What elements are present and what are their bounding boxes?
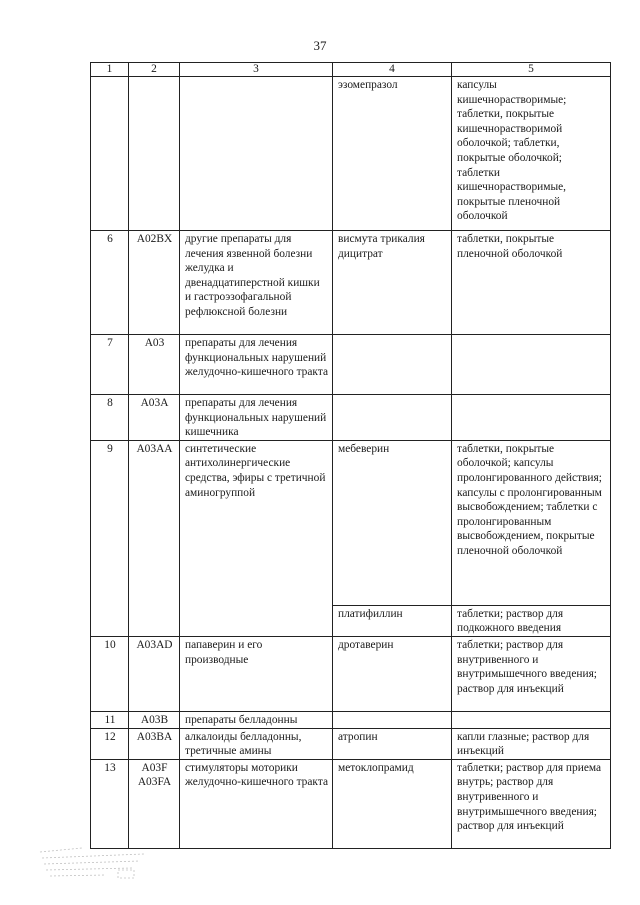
drug-table [90,62,611,849]
atc-code: A03AA [129,440,180,636]
dosage-form: таблетки; раствор для внутривенного и внутримышечного введения; раствор для инъекций [452,636,611,711]
table-row [91,335,611,395]
row-number: 6 [91,231,129,335]
atc-code: A03AD [129,636,180,711]
dosage-form: таблетки; раствор для приема внутрь; раствор для внутривенного и внутримышечного введения; раствор для инъекций [452,759,611,848]
drug-name: эзомепразол [333,77,452,231]
drug-name [333,335,452,395]
atc-code: A03A [129,395,180,441]
page-number: 37 [313,38,327,53]
row-number: 9 [91,440,129,636]
drug-name: метоклопрамид [333,759,452,848]
drug-name: висмута трикалия дицитрат [333,231,452,335]
atc-code: A03BA [129,728,180,759]
header-cell-1: 1 [91,63,129,77]
atc-code: A03 [129,335,180,395]
drug-name: мебеверин [333,440,452,605]
table-row [91,77,611,231]
table-row [91,759,611,848]
atc-code [129,759,180,848]
row-number: 11 [91,711,129,728]
dosage-form: таблетки, покрытые оболочкой; капсулы пролонгированного действия; капсулы с пролонгированным высвобождением; таблетки с пролонгированным высвобождением, покрытые пленочной оболочкой [452,440,611,605]
drug-name: платифиллин [333,605,452,636]
dosage-form: таблетки, покрытые пленочной оболочкой [452,231,611,335]
table-row [91,711,611,728]
dosage-form [452,335,611,395]
dosage-form: таблетки; раствор для подкожного введения [452,605,611,636]
atc-group: стимуляторы моторики желудочно-кишечного тракта [180,759,333,848]
table-row [91,728,611,759]
row-number: 7 [91,335,129,395]
drug-name: дротаверин [333,636,452,711]
atc-group: папаверин и его производные [180,636,333,711]
header-cell-5: 5 [452,63,611,77]
faded-stamp [36,842,148,882]
drug-name [333,395,452,441]
drug-name: атропин [333,728,452,759]
table-row [91,636,611,711]
table-row [91,440,611,605]
atc-code-secondary: A03FA [137,776,172,789]
row-number: 13 [91,759,129,848]
atc-group: препараты белладонны [180,711,333,728]
drug-name [333,711,452,728]
dosage-form [452,711,611,728]
atc-group: алкалоиды белладонны, третичные амины [180,728,333,759]
dosage-form [452,395,611,441]
row-number [91,77,129,231]
atc-code [129,77,180,231]
atc-group: препараты для лечения функциональных нарушений кишечника [180,395,333,441]
atc-group: препараты для лечения функциональных нарушений желудочно-кишечного тракта [180,335,333,395]
row-number: 12 [91,728,129,759]
atc-code: A03B [129,711,180,728]
atc-group: синтетические антихолинергические средства, эфиры с третичной аминогруппой [180,440,333,636]
header-cell-4: 4 [333,63,452,77]
atc-code: A02BX [129,231,180,335]
row-number: 8 [91,395,129,441]
header-cell-3: 3 [180,63,333,77]
header-cell-2: 2 [129,63,180,77]
header-row [91,63,611,77]
atc-group [180,77,333,231]
row-number: 10 [91,636,129,711]
dosage-form: капли глазные; раствор для инъекций [452,728,611,759]
atc-code-primary: A03F [141,761,168,774]
atc-group: другие препараты для лечения язвенной болезни желудка и двенадцатиперстной кишки и гастроэзофагальной рефлюксной болезни [180,231,333,335]
table-row [91,395,611,441]
dosage-form: капсулы кишечнорастворимые; таблетки, покрытые кишечнорастворимой оболочкой; таблетки, покрытые оболочкой; таблетки кишечнорастворимые, покрытые пленочной оболочкой [452,77,611,231]
table-row [91,231,611,335]
